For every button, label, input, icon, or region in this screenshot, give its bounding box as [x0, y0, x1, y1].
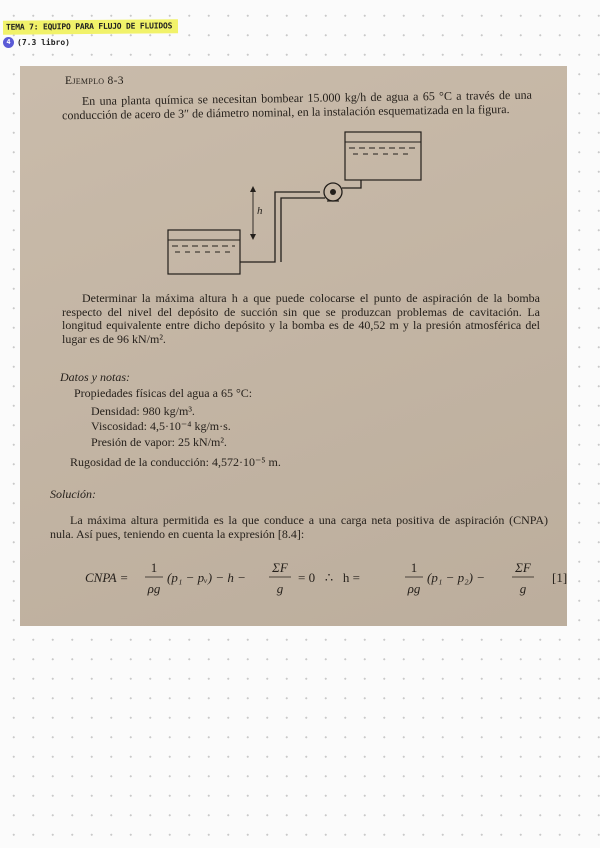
note-title-highlight: TEMA 7: EQUIPO PARA FLUJO DE FLUIDOS	[3, 19, 178, 35]
installation-diagram	[165, 128, 425, 278]
vapor-pressure-line: Presión de vapor: 25 kN/m².	[91, 435, 227, 449]
eq-frac-num: 1	[150, 560, 158, 575]
cnpa-equation	[70, 554, 567, 602]
eq-tag: [1]	[552, 570, 568, 585]
intro-paragraph: En una planta química se necesitan bombear 15.000 kg/h de agua a 65 °C a través de una conducción de acero de 3″ de diámetro nominal, en la instalación esquematizada en la figura.	[62, 87, 532, 122]
roughness-line: Rugosidad de la conducción: 4,572·10⁻⁵ m.	[70, 455, 281, 469]
props-heading: Propiedades físicas del agua a 65 °C:	[74, 386, 253, 400]
note-subtitle	[3, 37, 70, 49]
eq-term1: (p₁ − pᵥ) − h −	[167, 570, 246, 585]
density-line: Densidad: 980 kg/m³.	[91, 404, 195, 418]
eq-sf2-num: ΣF	[515, 560, 531, 575]
question-paragraph: Determinar la máxima altura h a que puede colocarse el punto de aspiración de la bomba respecto del nivel del depósito de succión sin que se produzcan problemas de cavitación. La longitud equivalente entre dicho depósito y la bomba es de 40,52 m y la presión atmosférica del lugar es de 96 kN/m².	[62, 291, 540, 346]
eq-zero: = 0 ∴ h =	[298, 570, 360, 585]
eq-sf-num: ΣF	[272, 560, 288, 575]
datos-heading: Datos y notas:	[60, 370, 130, 384]
solution-heading: Solución:	[50, 487, 96, 501]
height-label: h	[257, 205, 263, 217]
eq-sf-den: g	[276, 581, 284, 596]
viscosity-line: Viscosidad: 4,5·10⁻⁴ kg/m·s.	[91, 419, 231, 433]
note-subtitle-text: (7.3 libro)	[17, 38, 70, 47]
eq-frac-den: ρg	[147, 581, 161, 596]
book-page-photo	[20, 66, 567, 626]
eq-term2: (p₁ − p₂) −	[427, 570, 485, 585]
eq-frac2-den: ρg	[407, 581, 421, 596]
number-badge: 4	[3, 37, 14, 48]
eq-lhs: CNPA =	[85, 570, 129, 585]
eq-frac2-num: 1	[410, 560, 418, 575]
eq-sf2-den: g	[519, 581, 527, 596]
solution-paragraph: La máxima altura permitida es la que conduce a una carga neta positiva de aspiración (CNPA) nula. Así pues, teniendo en cuenta la expresión [8.4]:	[50, 513, 548, 541]
example-heading: Ejemplo 8-3	[65, 75, 124, 87]
